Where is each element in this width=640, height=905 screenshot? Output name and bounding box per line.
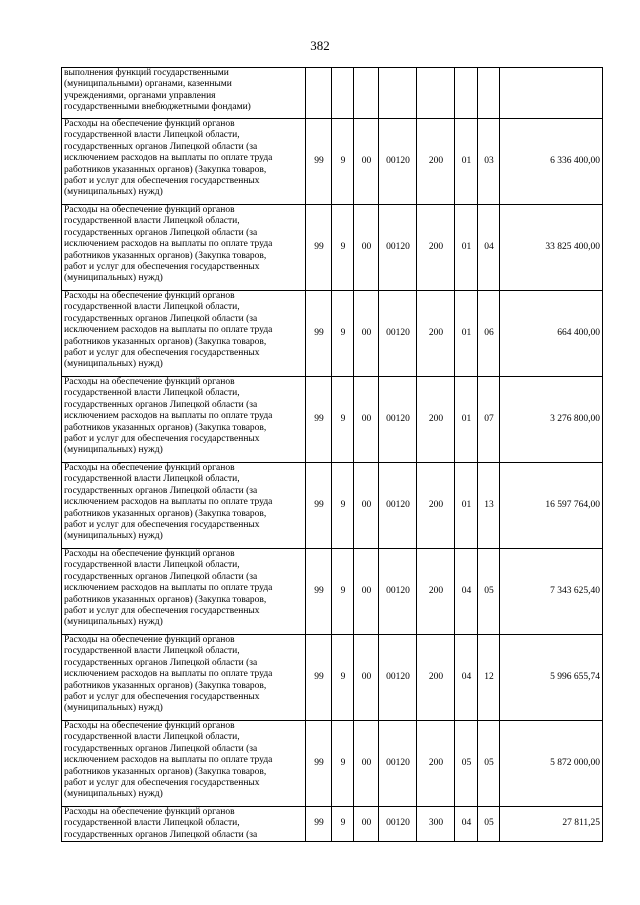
direction-code-cell: 00120 — [379, 205, 417, 291]
subprogram-code-cell — [332, 68, 354, 119]
amount-cell: 6 336 400,00 — [500, 119, 603, 205]
subprogram-code-cell: 9 — [332, 721, 354, 807]
table-row — [62, 549, 603, 635]
subsection-code-cell: 12 — [478, 635, 500, 721]
table-row — [62, 721, 603, 807]
direction-code-cell: 00120 — [379, 635, 417, 721]
program-code-cell: 99 — [306, 807, 332, 842]
table-row — [62, 635, 603, 721]
program-code-cell: 99 — [306, 291, 332, 377]
subsection-code-cell — [478, 68, 500, 119]
row-description-cell — [62, 463, 306, 549]
subprogram-code-cell: 9 — [332, 377, 354, 463]
amount-cell — [500, 68, 603, 119]
subsection-code-cell: 03 — [478, 119, 500, 205]
main-activity-code-cell: 00 — [354, 807, 379, 842]
section-code-cell: 04 — [455, 635, 478, 721]
expense-type-code-cell: 200 — [417, 205, 455, 291]
section-code-cell: 01 — [455, 205, 478, 291]
section-code-cell — [455, 68, 478, 119]
row-description-cell — [62, 119, 306, 205]
subsection-code-cell: 05 — [478, 721, 500, 807]
expense-type-code-cell: 200 — [417, 291, 455, 377]
row-description-cell — [62, 205, 306, 291]
amount-cell: 16 597 764,00 — [500, 463, 603, 549]
direction-code-cell: 00120 — [379, 721, 417, 807]
subsection-code-cell: 05 — [478, 807, 500, 842]
amount-cell: 7 343 625,40 — [500, 549, 603, 635]
amount-cell: 5 996 655,74 — [500, 635, 603, 721]
row-description: Расходы на обеспечение функций органов государственной власти Липецкой области, государственных органов Липецкой области (за исключением расходов на выплаты по оплате труда работников указанных органов) (Закупка товаров, работ и услуг для обеспечения государственных (муниципальных) нужд) — [64, 463, 273, 542]
program-code-cell: 99 — [306, 549, 332, 635]
section-code-cell: 04 — [455, 549, 478, 635]
row-description: Расходы на обеспечение функций органов государственной власти Липецкой области, государственных органов Липецкой области (за исключением расходов на выплаты по оплате труда работников указанных органов) (Закупка товаров, работ и услуг для обеспечения государственных (муниципальных) нужд) — [64, 205, 273, 284]
expense-type-code-cell: 200 — [417, 721, 455, 807]
main-activity-code-cell: 00 — [354, 119, 379, 205]
subsection-code-cell: 05 — [478, 549, 500, 635]
program-code-cell: 99 — [306, 119, 332, 205]
table-row — [62, 463, 603, 549]
row-description: Расходы на обеспечение функций органов государственной власти Липецкой области, государственных органов Липецкой области (за исключением расходов на выплаты по оплате труда работников указанных органов) (Закупка товаров, работ и услуг для обеспечения государственных (муниципальных) нужд) — [64, 119, 273, 198]
page-number: 382 — [310, 38, 330, 53]
program-code-cell: 99 — [306, 377, 332, 463]
subprogram-code-cell: 9 — [332, 463, 354, 549]
row-description-cell — [62, 721, 306, 807]
amount-cell: 5 872 000,00 — [500, 721, 603, 807]
subsection-code-cell: 07 — [478, 377, 500, 463]
subsection-code-cell: 13 — [478, 463, 500, 549]
main-activity-code-cell — [354, 68, 379, 119]
table-row — [62, 807, 603, 842]
row-description: Расходы на обеспечение функций органов государственной власти Липецкой области, государственных органов Липецкой области (за исключением расходов на выплаты по оплате труда работников указанных органов) (Закупка товаров, работ и услуг для обеспечения государственных (муниципальных) нужд) — [64, 549, 273, 628]
row-description-cell — [62, 807, 306, 842]
expense-type-code-cell: 200 — [417, 463, 455, 549]
row-description: Расходы на обеспечение функций органов государственной власти Липецкой области, государственных органов Липецкой области (за исключением расходов на выплаты по оплате труда работников указанных органов) (Закупка товаров, работ и услуг для обеспечения государственных (муниципальных) нужд) — [64, 721, 273, 800]
row-description-cell — [62, 291, 306, 377]
table-row — [62, 377, 603, 463]
expense-type-code-cell: 200 — [417, 377, 455, 463]
program-code-cell: 99 — [306, 205, 332, 291]
row-description-cell — [62, 377, 306, 463]
main-activity-code-cell: 00 — [354, 635, 379, 721]
section-code-cell: 01 — [455, 463, 478, 549]
subprogram-code-cell: 9 — [332, 119, 354, 205]
row-description: Расходы на обеспечение функций органов государственной власти Липецкой области, государственных органов Липецкой области (за исключением расходов на выплаты по оплате труда работников указанных органов) (Закупка товаров, работ и услуг для обеспечения государственных (муниципальных) нужд) — [64, 377, 273, 456]
main-activity-code-cell: 00 — [354, 377, 379, 463]
subprogram-code-cell: 9 — [332, 205, 354, 291]
program-code-cell: 99 — [306, 463, 332, 549]
table-row — [62, 291, 603, 377]
table-row — [62, 205, 603, 291]
subprogram-code-cell: 9 — [332, 549, 354, 635]
subprogram-code-cell: 9 — [332, 807, 354, 842]
section-code-cell: 05 — [455, 721, 478, 807]
main-activity-code-cell: 00 — [354, 463, 379, 549]
expense-type-code-cell — [417, 68, 455, 119]
program-code-cell — [306, 68, 332, 119]
direction-code-cell: 00120 — [379, 291, 417, 377]
subsection-code-cell: 04 — [478, 205, 500, 291]
row-description-cell — [62, 635, 306, 721]
expense-type-code-cell: 200 — [417, 119, 455, 205]
expense-type-code-cell: 300 — [417, 807, 455, 842]
table-row — [62, 68, 603, 119]
main-activity-code-cell: 00 — [354, 205, 379, 291]
section-code-cell: 01 — [455, 291, 478, 377]
row-description: Расходы на обеспечение функций органов государственной власти Липецкой области, государственных органов Липецкой области (за исключением расходов на выплаты по оплате труда работников указанных органов) (Закупка товаров, работ и услуг для обеспечения государственных (муниципальных) нужд) — [64, 635, 273, 714]
direction-code-cell: 00120 — [379, 463, 417, 549]
subprogram-code-cell: 9 — [332, 291, 354, 377]
direction-code-cell: 00120 — [379, 549, 417, 635]
budget-table — [61, 67, 603, 842]
main-activity-code-cell: 00 — [354, 721, 379, 807]
row-description: Расходы на обеспечение функций органов государственной власти Липецкой области, государственных органов Липецкой области (за исключением расходов на выплаты по оплате труда работников указанных органов) (Закупка товаров, работ и услуг для обеспечения государственных (муниципальных) нужд) — [64, 291, 273, 370]
section-code-cell: 01 — [455, 119, 478, 205]
row-description-cell — [62, 68, 306, 119]
amount-cell: 3 276 800,00 — [500, 377, 603, 463]
direction-code-cell — [379, 68, 417, 119]
section-code-cell: 04 — [455, 807, 478, 842]
direction-code-cell: 00120 — [379, 807, 417, 842]
direction-code-cell: 00120 — [379, 377, 417, 463]
row-description: Расходы на обеспечение функций органов государственной власти Липецкой области, государственных органов Липецкой области (за — [64, 807, 258, 840]
program-code-cell: 99 — [306, 635, 332, 721]
amount-cell: 27 811,25 — [500, 807, 603, 842]
subsection-code-cell: 06 — [478, 291, 500, 377]
row-description: выполнения функций государственными (муниципальными) органами, казенными учреждениями, органами управления государственными внебюджетными фондами) — [64, 68, 251, 113]
main-activity-code-cell: 00 — [354, 291, 379, 377]
amount-cell: 664 400,00 — [500, 291, 603, 377]
expense-type-code-cell: 200 — [417, 635, 455, 721]
table-row — [62, 119, 603, 205]
subprogram-code-cell: 9 — [332, 635, 354, 721]
expense-type-code-cell: 200 — [417, 549, 455, 635]
amount-cell: 33 825 400,00 — [500, 205, 603, 291]
main-activity-code-cell: 00 — [354, 549, 379, 635]
section-code-cell: 01 — [455, 377, 478, 463]
program-code-cell: 99 — [306, 721, 332, 807]
row-description-cell — [62, 549, 306, 635]
direction-code-cell: 00120 — [379, 119, 417, 205]
